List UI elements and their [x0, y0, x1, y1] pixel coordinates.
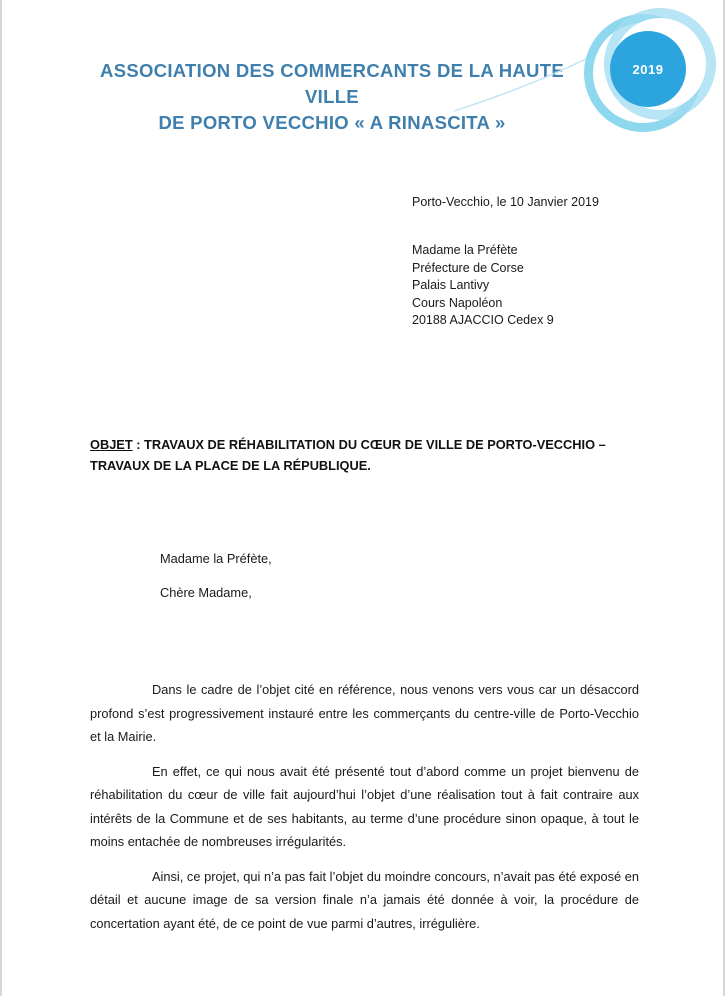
association-logo: [580, 6, 720, 146]
recipient-line: Cours Napoléon: [412, 295, 503, 310]
logo-circle: [610, 31, 686, 107]
salutation-line1: Madame la Préfète,: [160, 551, 272, 566]
subject-label: OBJET: [90, 437, 133, 452]
subject-line: [90, 434, 640, 476]
letter-date: Porto-Vecchio, le 10 Janvier 2019: [412, 195, 599, 209]
recipient-line: Préfecture de Corse: [412, 260, 524, 275]
recipient-address-block: [412, 242, 554, 330]
logo-year-label: 2019: [632, 61, 664, 77]
association-title-line2: DE PORTO VECCHIO « A RINASCITA »: [158, 112, 506, 133]
association-title-line1: ASSOCIATION DES COMMERCANTS DE LA HAUTE VILLE: [100, 60, 564, 107]
body-paragraph: Ainsi, ce projet, qui n’a pas fait l’objet du moindre concours, n’avait pas été exposé en détail et aucune image de sa version finale n’a jamais été donnée à voir, la procédure de concertation ayant été, de ce point de vue parmi d’autres, irrégulière.: [90, 868, 639, 931]
recipient-line: Palais Lantivy: [412, 278, 490, 292]
letter-body: [90, 678, 639, 935]
recipient-line: Madame la Préfète: [412, 243, 518, 257]
association-title: [72, 58, 592, 136]
salutation-line2: Chère Madame,: [160, 585, 252, 600]
body-paragraph: En effet, ce qui nous avait été présenté tout d’abord comme un projet bienvenu de réhabilitation du cœur de ville fait aujourd’hui l’objet d’une réalisation tout à fait contraire aux intérêts de la Commune et de ses habitants, au terme d’une procédure sinon opaque, à tout le moins entachée de nombreuses irrégularités.: [90, 763, 639, 849]
body-paragraph: Dans le cadre de l’objet cité en référence, nous venons vers vous car un désaccord profond s’est progressivement instauré entre les commerçants du centre-ville de Porto-Vecchio et la Mairie.: [90, 682, 639, 744]
letterhead-header: [2, 0, 725, 160]
subject-text: : TRAVAUX DE RÉHABILITATION DU CŒUR DE VILLE DE PORTO-VECCHIO – TRAVAUX DE LA PLACE DE LA RÉPUBLIQUE.: [90, 437, 606, 473]
recipient-line: 20188 AJACCIO Cedex 9: [412, 313, 554, 327]
salutation-block: [160, 551, 272, 600]
